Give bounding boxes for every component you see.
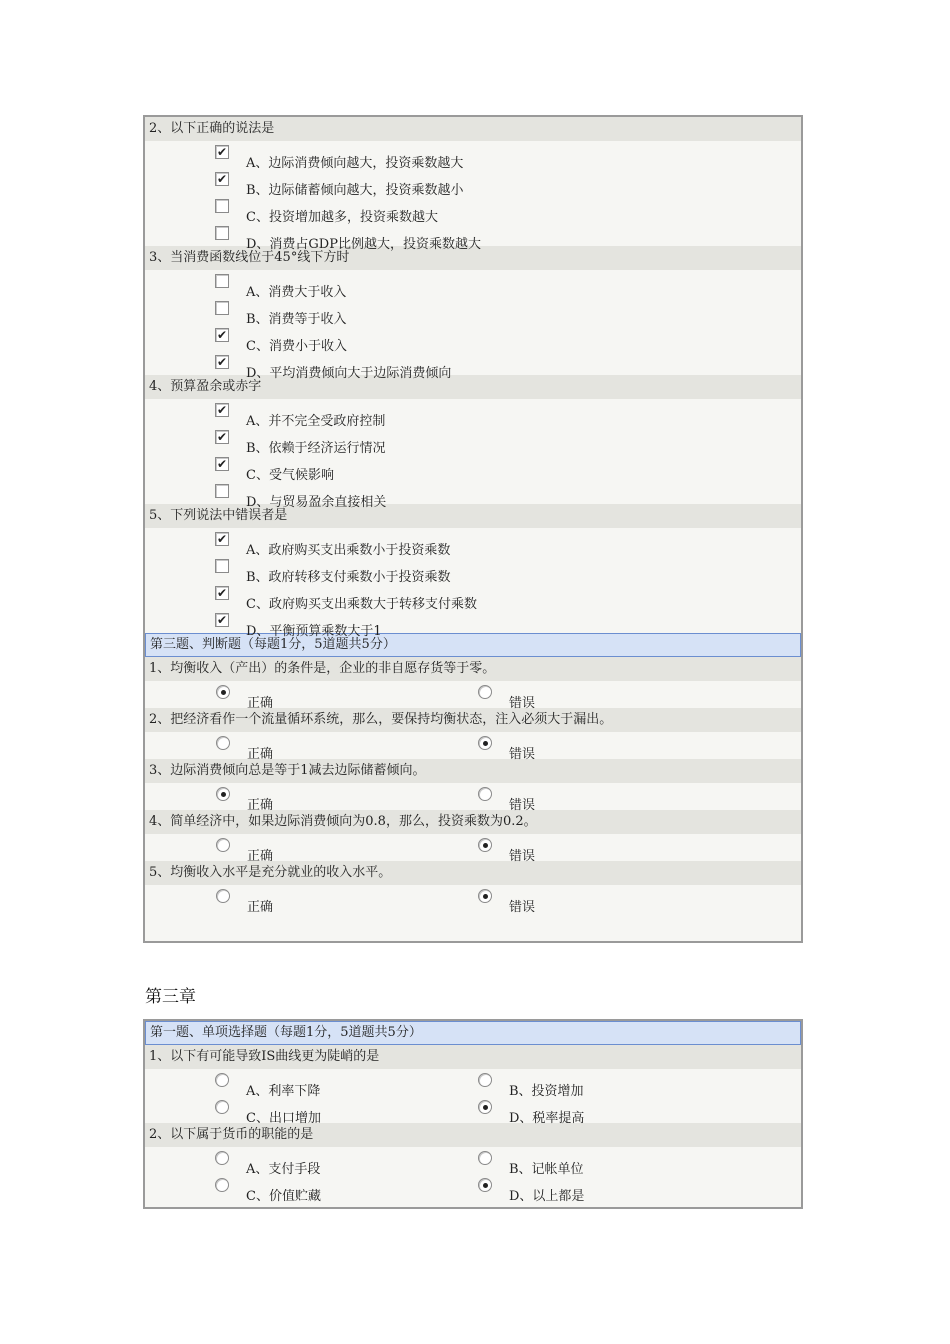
checkbox[interactable]: ✔	[216, 355, 228, 369]
option-row[interactable]	[145, 168, 801, 198]
question-text: 2、以下正确的说法是	[145, 117, 801, 141]
answer-row	[145, 885, 801, 915]
option-row[interactable]	[145, 426, 801, 456]
option-row[interactable]	[145, 351, 801, 381]
false-label: 错误	[509, 696, 536, 711]
option-row[interactable]	[145, 399, 801, 429]
question-block	[145, 246, 801, 381]
false-label: 错误	[509, 798, 536, 813]
question-block	[145, 117, 801, 252]
answer-row	[145, 783, 801, 813]
option-row[interactable]	[145, 297, 801, 327]
checkbox[interactable]	[215, 226, 229, 240]
option-label: C、消费小于收入	[246, 339, 347, 354]
question-block	[145, 375, 801, 510]
radio-button[interactable]	[478, 736, 492, 750]
true-label: 正确	[247, 900, 274, 915]
radio-selected-dot	[483, 894, 488, 899]
true-label: 正确	[247, 747, 274, 762]
answer-row	[145, 681, 801, 711]
checkbox[interactable]: ✔	[216, 613, 228, 627]
option-row[interactable]	[145, 609, 801, 639]
option-label: D、以上都是	[509, 1189, 585, 1204]
option-row	[145, 1069, 801, 1099]
radio-button[interactable]	[215, 1073, 229, 1087]
option-row[interactable]	[145, 195, 801, 225]
option-label: B、依赖于经济运行情况	[246, 441, 386, 456]
radio-button[interactable]	[478, 787, 492, 801]
checkbox[interactable]	[215, 484, 229, 498]
option-row	[145, 1174, 801, 1204]
option-row[interactable]	[145, 324, 801, 354]
option-label: A、消费大于收入	[246, 285, 347, 300]
answer-row	[145, 834, 801, 864]
multiple-choice-section	[145, 117, 801, 639]
quiz-panel-chapter2	[143, 115, 803, 943]
radio-button[interactable]	[216, 889, 230, 903]
option-label: C、出口增加	[246, 1111, 321, 1126]
radio-button[interactable]	[478, 1100, 492, 1114]
option-row[interactable]	[145, 453, 801, 483]
checkbox[interactable]	[215, 199, 229, 213]
false-label: 错误	[509, 747, 536, 762]
option-label: A、并不完全受政府控制	[246, 414, 386, 429]
checkbox[interactable]	[215, 274, 229, 288]
radio-button[interactable]	[216, 787, 230, 801]
false-label: 错误	[509, 849, 536, 864]
question-block	[145, 504, 801, 639]
radio-button[interactable]	[478, 1151, 492, 1165]
option-label: B、投资增加	[509, 1084, 584, 1099]
radio-selected-dot	[221, 792, 226, 797]
option-row[interactable]	[145, 480, 801, 510]
option-row[interactable]	[145, 141, 801, 171]
quiz-panel-chapter3	[143, 1019, 803, 1209]
radio-button[interactable]	[478, 1178, 492, 1192]
question-text: 1、均衡收入（产出）的条件是，企业的非自愿存货等于零。	[145, 657, 801, 681]
option-label: A、政府购买支出乘数小于投资乘数	[246, 543, 451, 558]
checkbox[interactable]: ✔	[216, 586, 228, 600]
true-label: 正确	[247, 696, 274, 711]
option-row[interactable]	[145, 270, 801, 300]
option-label: B、边际储蓄倾向越大，投资乘数越小	[246, 183, 464, 198]
radio-button[interactable]	[215, 1151, 229, 1165]
checkbox[interactable]: ✔	[216, 172, 228, 186]
option-label: B、消费等于收入	[246, 312, 347, 327]
radio-selected-dot	[483, 1105, 488, 1110]
radio-button[interactable]	[478, 1073, 492, 1087]
option-label: D、平衡预算乘数大于1	[246, 624, 382, 639]
checkbox[interactable]: ✔	[216, 328, 228, 342]
option-label: C、政府购买支出乘数大于转移支付乘数	[246, 597, 477, 612]
option-label: D、平均消费倾向大于边际消费倾向	[246, 366, 452, 381]
radio-button[interactable]	[215, 1178, 229, 1192]
radio-selected-dot	[483, 843, 488, 848]
checkbox[interactable]	[215, 559, 229, 573]
checkbox[interactable]: ✔	[216, 403, 228, 417]
true-label: 正确	[247, 849, 274, 864]
radio-button[interactable]	[478, 838, 492, 852]
option-label: C、受气候影响	[246, 468, 334, 483]
option-label: B、政府转移支付乘数小于投资乘数	[246, 570, 451, 585]
question-text: 5、均衡收入水平是充分就业的收入水平。	[145, 861, 801, 885]
question-text: 2、以下属于货币的职能的是	[145, 1123, 801, 1147]
false-label: 错误	[509, 900, 536, 915]
question-text: 2、把经济看作一个流量循环系统，那么，要保持均衡状态，注入必须大于漏出。	[145, 708, 801, 732]
radio-selected-dot	[221, 690, 226, 695]
option-label: D、与贸易盈余直接相关	[246, 495, 387, 510]
option-label: D、税率提高	[509, 1111, 585, 1126]
section-header-true-false: 第三题、判断题（每题1分，5道题共5分）	[145, 633, 801, 657]
option-row[interactable]	[145, 222, 801, 252]
radio-button[interactable]	[478, 685, 492, 699]
option-label: C、投资增加越多，投资乘数越大	[246, 210, 438, 225]
true-false-section	[145, 657, 801, 915]
question-text: 4、预算盈余或赤字	[145, 375, 801, 399]
question-text: 4、简单经济中，如果边际消费倾向为0.8，那么，投资乘数为0.2。	[145, 810, 801, 834]
single-choice-section	[145, 1045, 801, 1204]
checkbox[interactable]: ✔	[216, 145, 228, 159]
checkbox[interactable]: ✔	[216, 457, 228, 471]
radio-button[interactable]	[216, 838, 230, 852]
question-text: 3、边际消费倾向总是等于1减去边际储蓄倾向。	[145, 759, 801, 783]
radio-button[interactable]	[216, 685, 230, 699]
option-label: D、消费占GDP比例越大，投资乘数越大	[246, 237, 481, 252]
option-row[interactable]	[145, 582, 801, 612]
option-row[interactable]	[145, 528, 801, 558]
option-row[interactable]	[145, 555, 801, 585]
true-label: 正确	[247, 798, 274, 813]
option-row	[145, 1096, 801, 1126]
answer-row	[145, 732, 801, 762]
option-label: A、边际消费倾向越大，投资乘数越大	[246, 156, 464, 171]
option-label: B、记帐单位	[509, 1162, 584, 1177]
radio-button[interactable]	[215, 1100, 229, 1114]
question-text: 3、当消费函数线位于45°线下方时	[145, 246, 801, 270]
option-label: A、支付手段	[246, 1162, 321, 1177]
radio-button[interactable]	[216, 736, 230, 750]
radio-selected-dot	[483, 1183, 488, 1188]
radio-selected-dot	[483, 741, 488, 746]
checkbox[interactable]: ✔	[216, 532, 228, 546]
option-row	[145, 1147, 801, 1177]
question-text: 1、以下有可能导致IS曲线更为陡峭的是	[145, 1045, 801, 1069]
checkbox[interactable]: ✔	[216, 430, 228, 444]
radio-button[interactable]	[478, 889, 492, 903]
checkbox[interactable]	[215, 301, 229, 315]
section-header-single-choice: 第一题、单项选择题（每题1分，5道题共5分）	[145, 1021, 801, 1045]
option-label: A、利率下降	[246, 1084, 321, 1099]
chapter-title: 第三章	[145, 987, 196, 1007]
question-text: 5、下列说法中错误者是	[145, 504, 801, 528]
option-label: C、价值贮藏	[246, 1189, 321, 1204]
